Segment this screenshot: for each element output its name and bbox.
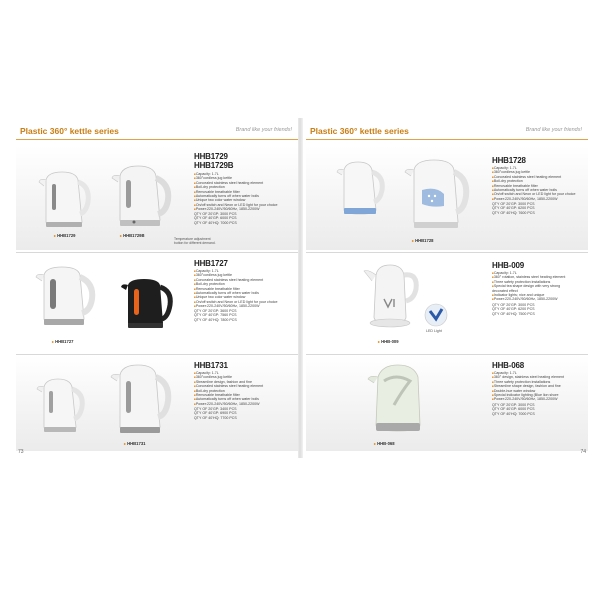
spec-item: ■ Unique two color water window [194,295,277,299]
product-hhb1728 [306,146,588,250]
qty-line: QTY OF 40'HQ: 7000 PCS [194,220,237,225]
spec-list [194,172,277,212]
kettle-image-hhb1729b [110,162,170,230]
spec-item: ■ 360° rotation, stainless steel heating element [492,275,582,279]
qty-line: QTY OF 40'GP: 6200 PCS [492,206,535,211]
spec-list [492,166,575,201]
spec-item: ■ Removable breathable filter [194,393,263,397]
spec-item: ■ Three safety protection installations [492,280,582,284]
model-number-hhb1729b: HHB1729B [194,161,234,170]
spec-item: ■ Special indicator lighting (Blue lion shore [492,393,564,397]
spec-item: ■ Concealed stainless steel heating element [194,384,263,388]
spec-item: ■ Automatically turns off when water boils [194,194,277,198]
spec-item: ■ Automatically turns off when water boils [492,188,575,192]
product-hhb1731 [16,355,298,451]
qty-line: QTY OF 20'GP: 3000 PCS [492,403,535,407]
container-quantities [492,202,535,215]
qty-line: QTY OF 20'GP: 3000 PCS [492,202,535,206]
spec-item: ■ Special tea shape design with very strong decorated effect [492,284,562,293]
left-page [16,118,298,458]
model-number-hhb-068: HHB-068 [492,361,524,370]
qty-line: QTY OF 20'GP: 3000 PCS [194,212,237,216]
qty-line: QTY OF 40'GP: 6000 PCS [194,216,237,221]
spec-item: ■ Power:220-240V/50/60Hz, 1850-2200W [194,304,277,308]
led-light-detail-icon [424,303,448,327]
qty-line: QTY OF 40'GP: 6200 PCS [492,307,535,312]
spec-item: ■ Capacity: 1.7L [492,371,564,375]
kettle-image-hhb1728-small [336,158,384,218]
product-hhb1727 [16,253,298,353]
spec-item: ■ On/off switch and Neon or LED light for your choice [194,300,277,304]
spec-item: ■ Double-hue water window [492,389,564,393]
caption-hhb1729: ▸ HHB1729 [54,233,76,238]
tagline: Brand like your friends! [525,127,582,133]
tagline: Brand like your friends! [235,127,292,133]
spec-item: ■ 360°cordless jug kettle [194,176,277,180]
header-rule [306,139,588,140]
spec-item: ■ Removable breathable filter [492,184,575,188]
product-hhb-009 [306,253,588,353]
spec-item: ■ Power:220-240V/50/60Hz, 1850-2200W [492,297,582,301]
spec-item: ■ Capacity: 1.7L [492,271,582,275]
caption-hhb1727: ▸ HHB1727 [52,339,74,344]
spec-item: ■ Power:220-240V/50/60Hz, 1850-2200W [492,197,575,201]
qty-line: QTY OF 40'HQ: 7600 PCS [492,210,535,215]
qty-line: QTY OF 40'GP: 6900 PCS [194,411,237,416]
kettle-image-hhb1729 [38,168,90,230]
spec-item: ■ Boil-dry protection [194,389,263,393]
spec-list [194,371,263,406]
container-quantities [194,212,237,225]
container-quantities [194,309,237,322]
qty-line: QTY OF 40'HQ: 7700 PCS [194,415,237,420]
caption-hhb-068: ▸ HHB-068 [374,441,395,446]
spec-item: ■ Removable breathable filter [194,287,277,291]
spec-item: ■ Capacity: 1.7L [194,371,263,375]
spec-item: ■ Concealed stainless steel heating element [194,181,277,185]
kettle-image-hhb1731-large [108,361,170,437]
product-hhb1729 [16,146,298,250]
caption-hhb1728: ▸ HHB1728 [412,238,434,243]
spec-item: ■ Boil-dry protection [492,179,575,183]
model-number-hhb-009: HHB-009 [492,261,524,270]
qty-line: QTY OF 40'HQ: 7000 PCS [492,411,535,416]
kettle-image-hhb-009 [362,261,418,331]
page-number: 73 [18,449,24,455]
kettle-image-hhb-068 [366,361,430,437]
container-quantities [194,407,237,420]
caption-hhb-009: ▸ HHB-009 [378,339,399,344]
qty-line: QTY OF 20'GP: 3600 PCS [194,309,237,313]
spec-item: ■ Capacity: 1.7L [492,166,575,170]
kettle-image-hhb1731-small [36,375,84,435]
caption-hhb1729b: ▸ HHB1729B [120,233,145,238]
spec-item: ■ 360°cordless jug kettle [194,273,277,277]
spec-list [194,269,277,309]
container-quantities [492,403,535,416]
spec-item: ■ Three safety protection installations [492,380,564,384]
qty-line: QTY OF 40'HQ: 7800 PCS [194,317,237,322]
container-quantities [492,303,535,316]
led-light-label: LED Light [426,329,442,333]
spec-item: ■ 360° design, stainless steel heating element [492,375,564,379]
model-number-hhb1729: HHB1729 [194,152,228,161]
left-page-header [16,126,298,142]
spec-item: ■ On/off switch and Neon or LED light for your choice [492,192,575,196]
spec-item: ■ Indicator lights; nice and unique [492,293,582,297]
spec-item: ■ Removable breathable filter [194,190,277,194]
qty-line: QTY OF 20'GP: 3400 PCS [194,407,237,411]
spec-item: ■ 360°cordless jug kettle [194,375,263,379]
series-title: Plastic 360° kettle series [310,126,409,136]
spec-item: ■ Automatically turns off when water boils [194,291,277,295]
spec-list [492,371,564,402]
model-number-hhb1728: HHB1728 [492,156,526,165]
product-hhb-068 [306,355,588,451]
spec-item: ■ Boil-dry protection [194,282,277,286]
spec-item: ■ Concealed stainless steel heating element [492,175,575,179]
spec-item: ■ Streamline shape design, fashion and fine [492,384,564,388]
model-number-hhb1727: HHB1727 [194,259,228,268]
temperature-note: Temperature adjustment button for different demand. [174,237,216,245]
series-title: Plastic 360° kettle series [20,126,119,136]
spec-item: ■ Concealed stainless steel heating element [194,278,277,282]
spec-item: ■ On/off switch and Neon or LED light for your choice [194,203,277,207]
spec-item: ■ Power:220-240V/50/60Hz, 1850-2200W [492,397,564,401]
spec-item: ■ Capacity: 1.7L [194,172,277,176]
spec-list [492,271,582,302]
qty-line: QTY OF 40'GP: 7560 PCS [194,313,237,318]
kettle-image-black-orange [120,275,172,331]
spec-item: ■ Power:220-240V/50/60Hz, 1850-2200W [194,402,263,406]
qty-line: QTY OF 40'GP: 6000 PCS [492,407,535,412]
spec-item: ■ Unique two color water window [194,198,277,202]
qty-line: QTY OF 40'HQ: 7500 PCS [492,311,535,316]
spec-item: ■ Streamline design, fashion and fine [194,380,263,384]
right-page-header [306,126,588,142]
right-page [306,118,588,458]
page-number: 74 [580,449,586,455]
spec-item: ■ Capacity: 1.7L [194,269,277,273]
spec-item: ■ Power:220-240V/50/60Hz, 1850-2200W [194,207,277,211]
spec-item: ■ Boil-dry protection [194,185,277,189]
spec-item: ■ Automatically turns off when water boils [194,397,263,401]
caption-hhb1731: ▸ HHB1731 [124,441,146,446]
model-number-hhb1731: HHB1731 [194,361,228,370]
kettle-image-hhb1728-large [402,156,468,232]
qty-line: QTY OF 20'GP: 3000 PCS [492,303,535,307]
kettle-image-hhb1727 [34,263,94,329]
spec-item: ■ 360°cordless jug kettle [492,170,575,174]
header-rule [16,139,298,140]
